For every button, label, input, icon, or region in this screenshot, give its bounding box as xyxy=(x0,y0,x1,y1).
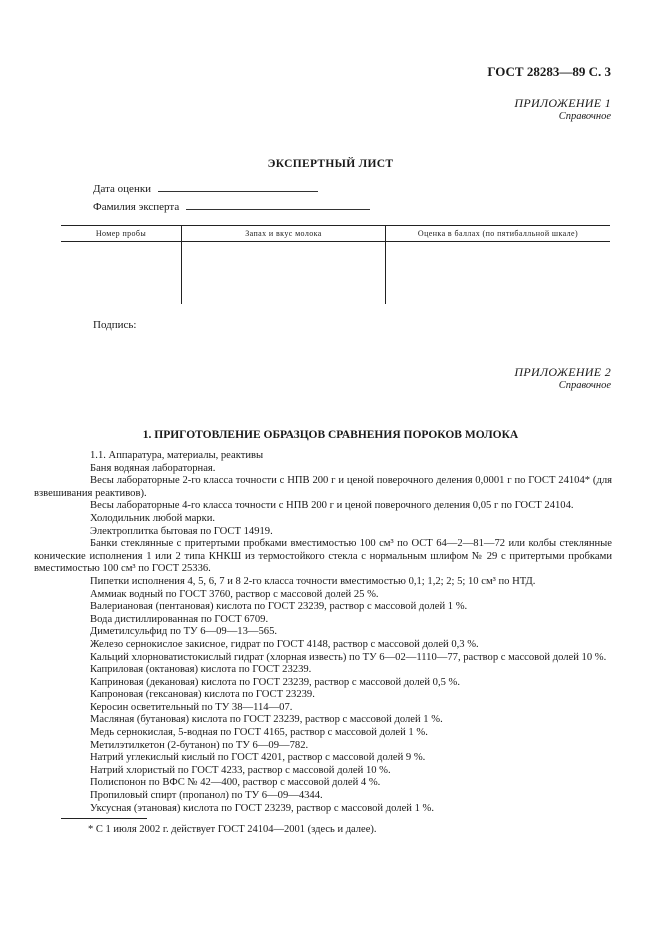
paragraph: Каприновая (декановая) кислота по ГОСТ 23239, раствор с массовой долей 0,5 %. xyxy=(90,676,461,688)
paragraph: Метилэтилкетон (2-бутанон) по ТУ 6—09—782. xyxy=(90,739,309,751)
paragraph: Натрий углекислый кислый по ГОСТ 4201, раствор с массовой долей 9 %. xyxy=(90,752,426,764)
paragraph: Электроплитка бытовая по ГОСТ 14919. xyxy=(90,525,273,537)
paragraph: Баня водяная лабораторная. xyxy=(90,462,216,474)
appendix-2-title: ПРИЛОЖЕНИЕ 2 xyxy=(514,365,611,379)
column-header-sample-number: Номер пробы xyxy=(61,226,182,242)
paragraph: Пипетки исполнения 4, 5, 6, 7 и 8 2-го класса точности вместимостью 0,1; 1,2; 2; 5; 10 см³ по НТД. xyxy=(90,575,536,587)
paragraph: Полиспонон по ВФС № 42—400, раствор с массовой долей 4 %. xyxy=(90,777,381,789)
paragraph: Керосин осветительный по ТУ 38—114—07. xyxy=(90,701,293,713)
paragraph: Железо сернокислое закисное, гидрат по ГОСТ 4148, раствор с массовой долей 0,3 %. xyxy=(90,638,479,650)
paragraph: Каприловая (октановая) кислота по ГОСТ 23239. xyxy=(90,664,312,676)
appendix-1-subtitle: Справочное xyxy=(558,111,611,122)
paragraph: Натрий хлористый по ГОСТ 4233, раствор с массовой долей 10 %. xyxy=(90,764,391,776)
table-cell xyxy=(182,242,386,305)
column-header-smell-taste: Запах и вкус молока xyxy=(182,226,386,242)
appendix-1-title: ПРИЛОЖЕНИЕ 1 xyxy=(514,96,611,110)
expert-name-label: Фамилия эксперта xyxy=(93,201,180,213)
paragraph: Капроновая (гексановая) кислота по ГОСТ 23239. xyxy=(90,689,315,701)
appendix-2-heading xyxy=(514,365,611,391)
section-1-body xyxy=(34,450,612,815)
paragraph: Кальций хлорноватистокислый гидрат (хлорная известь) по ТУ 6—02—1110—77, раствор с массовой долей 10 %. xyxy=(90,651,607,663)
paragraph: Диметилсульфид по ТУ 6—09—13—565. xyxy=(90,626,278,638)
date-field xyxy=(93,181,318,195)
expert-name-field xyxy=(93,199,370,213)
column-header-score: Оценка в баллах (по пятибалльной шкале) xyxy=(386,226,611,242)
paragraph: 1.1. Аппаратура, материалы, реактивы xyxy=(90,450,264,461)
paragraph: Уксусная (этановая) кислота по ГОСТ 23239, раствор с массовой долей 1 %. xyxy=(90,802,435,814)
signature-label: Подпись: xyxy=(93,319,137,331)
paragraph: Аммиак водный по ГОСТ 3760, раствор с массовой долей 25 %. xyxy=(90,588,379,600)
paragraph: Валериановая (пентановая) кислота по ГОСТ 23239, раствор с массовой долей 1 %. xyxy=(90,601,468,613)
appendix-1-heading xyxy=(514,96,611,122)
paragraph: Пропиловый спирт (пропанол) по ТУ 6—09—4344. xyxy=(90,790,323,802)
paragraph: Холодильник любой марки. xyxy=(90,512,216,524)
section-1-title: 1. ПРИГОТОВЛЕНИЕ ОБРАЗЦОВ СРАВНЕНИЯ ПОРОКОВ МОЛОКА xyxy=(142,429,519,441)
date-blank-line xyxy=(158,181,318,192)
paragraph: Банки стеклянные с притертыми пробками вместимостью 100 см³ по ОСТ 64—2—81—72 или колбы стеклянные конические исполнения 1 или 2 типа КНКШ из термостойкого стекла с нормальным шлифом № 29 с притертыми пробками вместимостью 100 см³ по ГОСТ 25336. xyxy=(34,538,612,575)
date-label: Дата оценки xyxy=(93,183,152,195)
page-header: ГОСТ 28283—89 С. 3 xyxy=(487,64,611,79)
footnote: * С 1 июля 2002 г. действует ГОСТ 24104—2001 (здесь и далее). xyxy=(88,824,377,835)
expert-table-header-row xyxy=(61,226,610,242)
expert-name-blank-line xyxy=(186,199,370,210)
paragraph: Медь сернокислая, 5-водная по ГОСТ 4165, раствор с массовой долей 1 %. xyxy=(90,727,428,739)
paragraph: Вода дистиллированная по ГОСТ 6709. xyxy=(90,613,269,625)
paragraph: Весы лабораторные 4-го класса точности с НПВ 200 г и ценой поверочного деления 0,05 г по ГОСТ 24104. xyxy=(90,500,574,512)
paragraph: Весы лабораторные 2-го класса точности с НПВ 200 г и ценой поверочного деления 0,0001 г по ГОСТ 24104* (для взвешивания реактивов). xyxy=(34,475,612,499)
expert-table xyxy=(61,225,610,304)
footnote-divider xyxy=(61,818,147,819)
paragraph: Масляная (бутановая) кислота по ГОСТ 23239, раствор с массовой долей 1 %. xyxy=(90,714,443,726)
table-cell xyxy=(61,242,182,305)
table-cell xyxy=(386,242,611,305)
expert-table-blank-row xyxy=(61,242,610,305)
expert-sheet-title: ЭКСПЕРТНЫЙ ЛИСТ xyxy=(267,158,394,170)
appendix-2-subtitle: Справочное xyxy=(558,380,611,391)
